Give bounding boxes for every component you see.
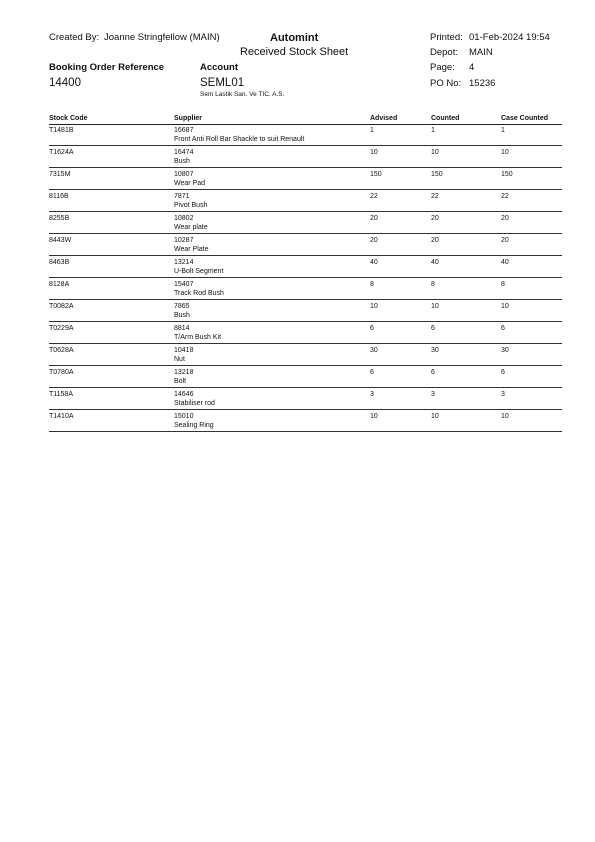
booking-ref-value: 14400 <box>49 77 81 89</box>
advised-qty: 30 <box>370 347 378 354</box>
col-header-case-counted: Case Counted <box>501 115 549 122</box>
advised-qty: 8 <box>370 281 374 288</box>
stock-code: T1481B <box>49 127 74 134</box>
item-description: Wear Plate <box>174 246 209 253</box>
counted-qty: 10 <box>431 149 439 156</box>
case-counted-qty: 10 <box>501 303 509 310</box>
stock-code: 8463B <box>49 259 70 266</box>
col-header-advised: Advised <box>370 115 398 122</box>
advised-qty: 3 <box>370 391 374 398</box>
depot-value: MAIN <box>469 47 493 58</box>
supplier-code: 7865 <box>174 303 190 310</box>
table-row <box>0 190 595 212</box>
created-by-label: Created By: <box>49 32 100 43</box>
printed-label: Printed: <box>430 32 463 43</box>
case-counted-qty: 20 <box>501 215 509 222</box>
col-header-stock-code: Stock Code <box>49 115 88 122</box>
counted-qty: 40 <box>431 259 439 266</box>
item-description: Front Anti Roll Bar Shackle to suit Renault <box>174 136 305 143</box>
item-description: Bolt <box>174 378 187 385</box>
counted-qty: 1 <box>431 127 435 134</box>
booking-ref-label: Booking Order Reference <box>49 62 165 73</box>
table-row <box>0 234 595 256</box>
supplier-code: 13214 <box>174 259 194 266</box>
supplier-code: 8814 <box>174 325 190 332</box>
supplier-code: 10287 <box>174 237 194 244</box>
item-description: T/Arm Bush Kit <box>174 334 222 341</box>
item-description: Track Rod Bush <box>174 290 224 297</box>
counted-qty: 10 <box>431 303 439 310</box>
stock-code: 8116B <box>49 193 69 200</box>
table-row <box>0 124 595 146</box>
case-counted-qty: 8 <box>501 281 505 288</box>
supplier-code: 10418 <box>174 347 194 354</box>
case-counted-qty: 30 <box>501 347 509 354</box>
stock-code: T1158A <box>49 391 73 398</box>
item-description: Wear plate <box>174 224 208 231</box>
item-description: Sealing Ring <box>174 422 214 429</box>
advised-qty: 150 <box>370 171 382 178</box>
table-row <box>0 146 595 168</box>
item-description: Nut <box>174 356 185 363</box>
stock-code: T0082A <box>49 303 74 310</box>
depot-label: Depot: <box>430 47 458 58</box>
counted-qty: 3 <box>431 391 435 398</box>
company-name: Automint <box>270 32 319 44</box>
stock-code: 8255B <box>49 215 70 222</box>
advised-qty: 22 <box>370 193 378 200</box>
printed-value: 01-Feb-2024 19:54 <box>469 32 550 43</box>
created-by-value: Joanne Stringfellow (MAIN) <box>104 32 220 43</box>
row-divider <box>49 431 562 432</box>
counted-qty: 22 <box>431 193 439 200</box>
supplier-code: 14646 <box>174 391 194 398</box>
case-counted-qty: 6 <box>501 369 505 376</box>
counted-qty: 150 <box>431 171 443 178</box>
item-description: Bush <box>174 158 190 165</box>
advised-qty: 20 <box>370 237 378 244</box>
counted-qty: 8 <box>431 281 435 288</box>
supplier-code: 7871 <box>174 193 190 200</box>
item-description: Wear Pad <box>174 180 205 187</box>
counted-qty: 20 <box>431 237 439 244</box>
table-row <box>0 344 595 366</box>
table-row <box>0 410 595 432</box>
case-counted-qty: 22 <box>501 193 509 200</box>
supplier-code: 16687 <box>174 127 194 134</box>
counted-qty: 10 <box>431 413 439 420</box>
advised-qty: 10 <box>370 149 378 156</box>
item-description: U-Bolt Segment <box>174 268 224 275</box>
table-row <box>0 278 595 300</box>
case-counted-qty: 10 <box>501 149 509 156</box>
stock-code: T0229A <box>49 325 74 332</box>
supplier-code: 10807 <box>174 171 194 178</box>
item-description: Stabiliser rod <box>174 400 215 407</box>
case-counted-qty: 150 <box>501 171 513 178</box>
counted-qty: 20 <box>431 215 439 222</box>
advised-qty: 6 <box>370 369 374 376</box>
stock-code: T0780A <box>49 369 74 376</box>
col-header-supplier: Supplier <box>174 115 203 122</box>
supplier-code: 16474 <box>174 149 194 156</box>
table-row <box>0 300 595 322</box>
account-name: Sem Lastik San. Ve TIC. A.S. <box>200 91 285 98</box>
advised-qty: 10 <box>370 303 378 310</box>
stock-code: T1410A <box>49 413 74 420</box>
stock-code: 8128A <box>49 281 70 288</box>
po-number: 15236 <box>469 78 496 89</box>
col-header-counted: Counted <box>431 115 460 122</box>
case-counted-qty: 10 <box>501 413 509 420</box>
page-title: Received Stock Sheet <box>240 46 349 58</box>
case-counted-qty: 1 <box>501 127 505 134</box>
advised-qty: 40 <box>370 259 378 266</box>
case-counted-qty: 20 <box>501 237 509 244</box>
stock-code: T0628A <box>49 347 74 354</box>
stock-code: 7315M <box>49 171 71 178</box>
supplier-code: 15010 <box>174 413 194 420</box>
advised-qty: 20 <box>370 215 378 222</box>
supplier-code: 15407 <box>174 281 194 288</box>
table-row <box>0 168 595 190</box>
stock-code: T1624A <box>49 149 74 156</box>
item-description: Bush <box>174 312 190 319</box>
advised-qty: 6 <box>370 325 374 332</box>
po-label: PO No: <box>430 78 462 89</box>
table-row <box>0 256 595 278</box>
page-label: Page: <box>430 62 455 73</box>
case-counted-qty: 6 <box>501 325 505 332</box>
counted-qty: 6 <box>431 369 435 376</box>
supplier-code: 13218 <box>174 369 194 376</box>
supplier-code: 10802 <box>174 215 194 222</box>
page-number: 4 <box>469 62 475 73</box>
table-row <box>0 322 595 344</box>
advised-qty: 10 <box>370 413 378 420</box>
case-counted-qty: 3 <box>501 391 505 398</box>
counted-qty: 30 <box>431 347 439 354</box>
account-value: SEML01 <box>200 77 245 89</box>
counted-qty: 6 <box>431 325 435 332</box>
case-counted-qty: 40 <box>501 259 509 266</box>
table-row <box>0 212 595 234</box>
item-description: Pivot Bush <box>174 202 208 209</box>
table-row <box>0 366 595 388</box>
advised-qty: 1 <box>370 127 374 134</box>
table-row <box>0 388 595 410</box>
stock-code: 8443W <box>49 237 72 244</box>
account-label: Account <box>200 62 238 73</box>
